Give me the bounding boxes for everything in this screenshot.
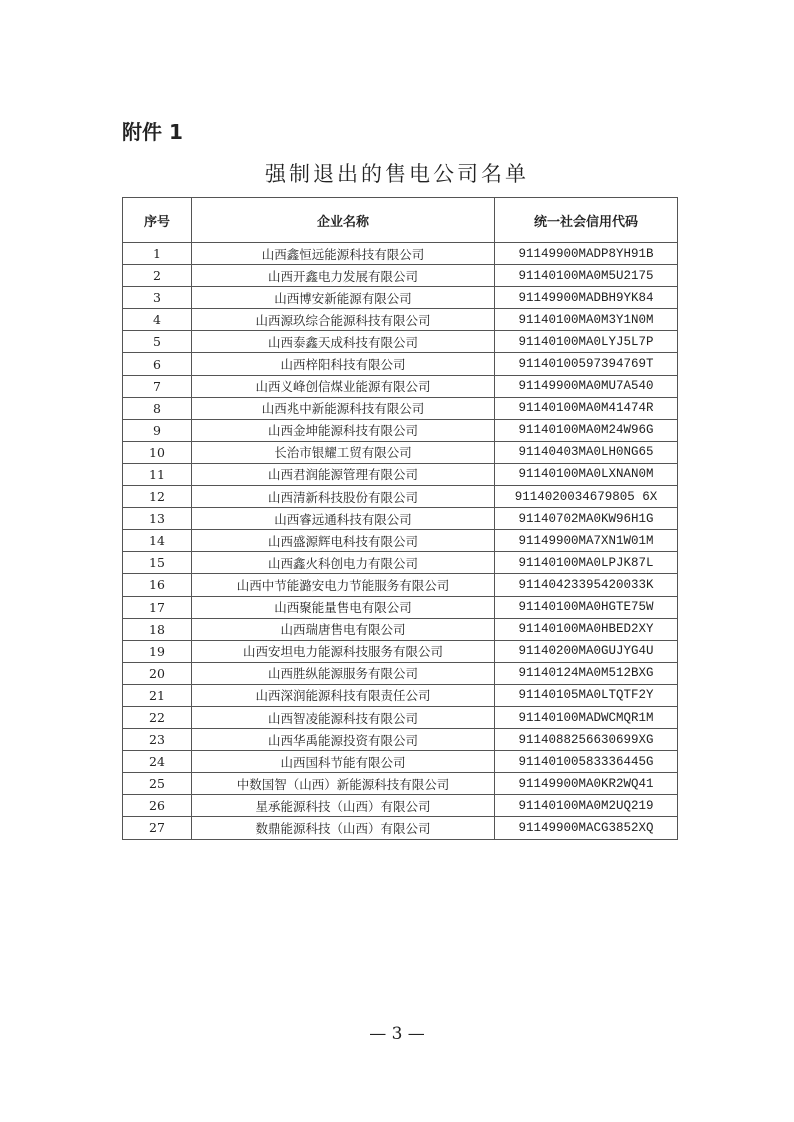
credit-code-cell: 91149900MA0MU7A540 <box>495 375 678 397</box>
company-name-cell: 山西胜纵能源服务有限公司 <box>192 662 495 684</box>
index-cell: 3 <box>123 287 192 309</box>
index-cell: 4 <box>123 309 192 331</box>
header-credit-code: 统一社会信用代码 <box>495 198 678 243</box>
credit-code-cell: 91149900MA0KR2WQ41 <box>495 773 678 795</box>
index-cell: 15 <box>123 552 192 574</box>
header-index: 序号 <box>123 198 192 243</box>
company-name-cell: 山西鑫火科创电力有限公司 <box>192 552 495 574</box>
company-name-cell: 山西泰鑫天成科技有限公司 <box>192 331 495 353</box>
table-row <box>123 618 678 640</box>
company-name-cell: 山西华禹能源投资有限公司 <box>192 729 495 751</box>
index-cell: 24 <box>123 751 192 773</box>
company-name-cell: 山西瑞唐售电有限公司 <box>192 618 495 640</box>
table-row <box>123 552 678 574</box>
credit-code-cell: 91140200MA0GUJYG4U <box>495 640 678 662</box>
company-name-cell: 山西国科节能有限公司 <box>192 751 495 773</box>
credit-code-cell: 91140100597394769T <box>495 353 678 375</box>
index-cell: 10 <box>123 441 192 463</box>
credit-code-cell: 91140100MA0M24W96G <box>495 419 678 441</box>
index-cell: 5 <box>123 331 192 353</box>
table-row <box>123 309 678 331</box>
company-name-cell: 星承能源科技（山西）有限公司 <box>192 795 495 817</box>
credit-code-cell: 91140403MA0LH0NG65 <box>495 441 678 463</box>
company-name-cell: 山西兆中新能源科技有限公司 <box>192 397 495 419</box>
index-cell: 21 <box>123 684 192 706</box>
credit-code-cell: 91140124MA0M512BXG <box>495 662 678 684</box>
credit-code-cell: 91149900MACG3852XQ <box>495 817 678 839</box>
page-number: — 3 — <box>369 1024 425 1044</box>
company-name-cell: 山西安坦电力能源科技服务有限公司 <box>192 640 495 662</box>
company-name-cell: 山西金坤能源科技有限公司 <box>192 419 495 441</box>
table-row <box>123 795 678 817</box>
company-name-cell: 山西盛源辉电科技有限公司 <box>192 530 495 552</box>
index-cell: 25 <box>123 773 192 795</box>
credit-code-cell: 91140100MA0HGTE75W <box>495 596 678 618</box>
company-name-cell: 山西中节能潞安电力节能服务有限公司 <box>192 574 495 596</box>
table-row <box>123 684 678 706</box>
table-row <box>123 265 678 287</box>
table-row <box>123 375 678 397</box>
document-title: 强制退出的售电公司名单 <box>265 162 529 186</box>
company-name-cell: 中数国智（山西）新能源科技有限公司 <box>192 773 495 795</box>
company-name-cell: 山西义峰创信煤业能源有限公司 <box>192 375 495 397</box>
index-cell: 9 <box>123 419 192 441</box>
index-cell: 11 <box>123 463 192 485</box>
table-row <box>123 751 678 773</box>
table-row <box>123 243 678 265</box>
company-name-cell: 山西聚能量售电有限公司 <box>192 596 495 618</box>
table-row <box>123 640 678 662</box>
table-row <box>123 706 678 728</box>
table-row <box>123 287 678 309</box>
credit-code-cell: 91140100MA0M3Y1N0M <box>495 309 678 331</box>
table-row <box>123 729 678 751</box>
index-cell: 20 <box>123 662 192 684</box>
index-cell: 19 <box>123 640 192 662</box>
credit-code-cell: 91140100MA0M5U2175 <box>495 265 678 287</box>
header-company-name: 企业名称 <box>192 198 495 243</box>
table-row <box>123 353 678 375</box>
credit-code-cell: 91140100MADWCMQR1M <box>495 706 678 728</box>
company-name-cell: 山西梓阳科技有限公司 <box>192 353 495 375</box>
company-list-table <box>122 197 678 840</box>
attachment-label: 附件 1 <box>122 120 183 144</box>
credit-code-cell: 91140100583336445G <box>495 751 678 773</box>
index-cell: 23 <box>123 729 192 751</box>
index-cell: 22 <box>123 706 192 728</box>
credit-code-cell: 91140100MA0M2UQ219 <box>495 795 678 817</box>
company-name-cell: 山西源玖综合能源科技有限公司 <box>192 309 495 331</box>
index-cell: 2 <box>123 265 192 287</box>
credit-code-cell: 91149900MA7XN1W01M <box>495 530 678 552</box>
company-name-cell: 山西鑫恒远能源科技有限公司 <box>192 243 495 265</box>
company-name-cell: 山西博安新能源有限公司 <box>192 287 495 309</box>
credit-code-cell: 91140105MA0LTQTF2Y <box>495 684 678 706</box>
company-name-cell: 山西君润能源管理有限公司 <box>192 463 495 485</box>
table-row <box>123 508 678 530</box>
table-row <box>123 817 678 839</box>
credit-code-cell: 91149900MADBH9YK84 <box>495 287 678 309</box>
table-row <box>123 486 678 508</box>
index-cell: 1 <box>123 243 192 265</box>
credit-code-cell: 91140702MA0KW96H1G <box>495 508 678 530</box>
table-header-row <box>123 198 678 243</box>
credit-code-cell: 9114020034679805 6X <box>495 486 678 508</box>
credit-code-cell: 91140100MA0LXNAN0M <box>495 463 678 485</box>
company-name-cell: 山西智凌能源科技有限公司 <box>192 706 495 728</box>
table-row <box>123 773 678 795</box>
index-cell: 17 <box>123 596 192 618</box>
company-name-cell: 山西深润能源科技有限责任公司 <box>192 684 495 706</box>
table-row <box>123 331 678 353</box>
index-cell: 27 <box>123 817 192 839</box>
credit-code-cell: 91149900MADP8YH91B <box>495 243 678 265</box>
index-cell: 16 <box>123 574 192 596</box>
index-cell: 6 <box>123 353 192 375</box>
credit-code-cell: 91140100MA0HBED2XY <box>495 618 678 640</box>
table-row <box>123 463 678 485</box>
table-row <box>123 530 678 552</box>
index-cell: 18 <box>123 618 192 640</box>
credit-code-cell: 9114088256630699XG <box>495 729 678 751</box>
index-cell: 14 <box>123 530 192 552</box>
company-name-cell: 山西开鑫电力发展有限公司 <box>192 265 495 287</box>
credit-code-cell: 91140423395420033K <box>495 574 678 596</box>
index-cell: 8 <box>123 397 192 419</box>
company-name-cell: 长治市银耀工贸有限公司 <box>192 441 495 463</box>
table-row <box>123 441 678 463</box>
index-cell: 26 <box>123 795 192 817</box>
table-row <box>123 419 678 441</box>
table-row <box>123 596 678 618</box>
table-row <box>123 662 678 684</box>
index-cell: 12 <box>123 486 192 508</box>
index-cell: 7 <box>123 375 192 397</box>
credit-code-cell: 91140100MA0LYJ5L7P <box>495 331 678 353</box>
table-row <box>123 397 678 419</box>
credit-code-cell: 91140100MA0M41474R <box>495 397 678 419</box>
company-name-cell: 山西清新科技股份有限公司 <box>192 486 495 508</box>
company-name-cell: 数鼎能源科技（山西）有限公司 <box>192 817 495 839</box>
company-name-cell: 山西睿远通科技有限公司 <box>192 508 495 530</box>
table-row <box>123 574 678 596</box>
index-cell: 13 <box>123 508 192 530</box>
credit-code-cell: 91140100MA0LPJK87L <box>495 552 678 574</box>
